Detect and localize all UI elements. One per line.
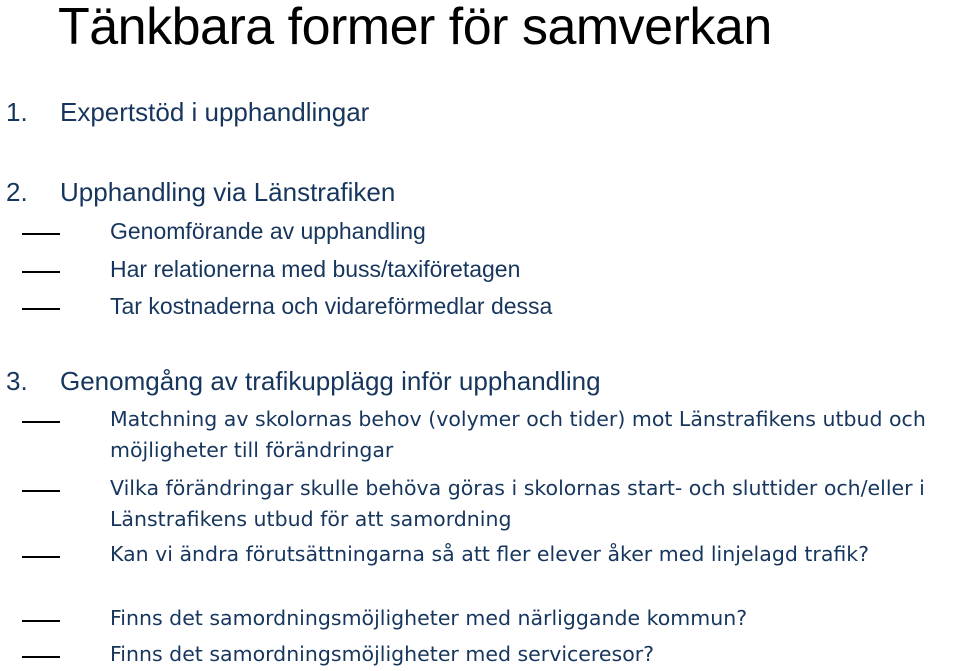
dash-bullet (22, 556, 60, 558)
dash-bullet (22, 421, 60, 423)
dash-bullet (22, 490, 60, 492)
dash-bullet (22, 620, 60, 622)
item-1-number: 1. (6, 97, 28, 127)
item-1-text: Expertstöd i upphandlingar (60, 97, 370, 127)
item-3-subitem: Finns det samordningsmöjligheter med serviceresor? (110, 642, 655, 666)
item-2-subitem: Genomförande av upphandling (110, 218, 426, 244)
item-2-number: 2. (6, 177, 28, 207)
dash-bullet (22, 308, 60, 310)
item-3-subitem: Vilka förändringar skulle behöva göras i skolornas start- och sluttider och/eller i Länstrafikens utbud för att samordning (110, 476, 925, 531)
item-2-subitem: Tar kostnaderna och vidareförmedlar dessa (110, 293, 553, 319)
slide-title: Tänkbara former för samverkan (58, 0, 772, 56)
item-2-subitem: Har relationerna med buss/taxiföretagen (110, 256, 521, 282)
item-3-subitem: Finns det samordningsmöjligheter med närliggande kommun? (110, 606, 748, 630)
item-3-text: Genomgång av trafikupplägg inför upphandling (60, 366, 601, 396)
dash-bullet (22, 233, 60, 235)
item-2-text: Upphandling via Länstrafiken (60, 177, 396, 207)
item-3-subitem: Matchning av skolornas behov (volymer och tider) mot Länstrafikens utbud och möjligheter till förändringar (110, 407, 926, 462)
dash-bullet (22, 271, 60, 273)
item-3-number: 3. (6, 366, 28, 396)
item-3-subitem: Kan vi ändra förutsättningarna så att fler elever åker med linjelagd trafik? (110, 542, 870, 566)
dash-bullet (22, 656, 60, 658)
